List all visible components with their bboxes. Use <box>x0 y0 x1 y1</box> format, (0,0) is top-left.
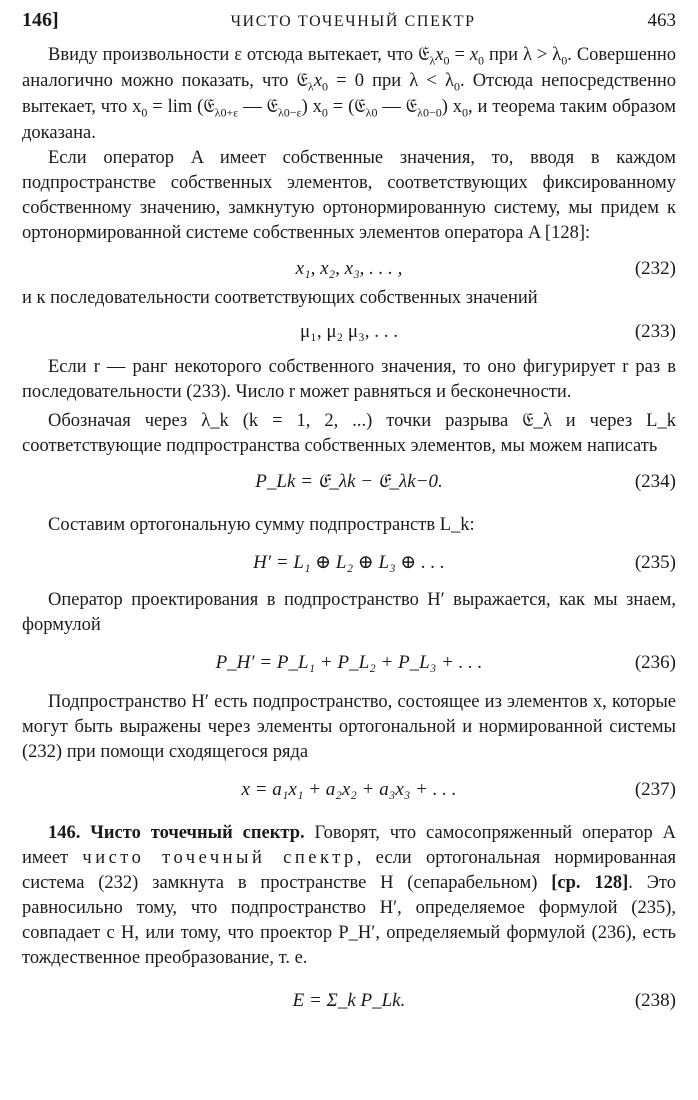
paragraph-discontinuities: Обозначая через λ_k (k = 1, 2, ...) точки разрыва 𝔈_λ и через L_k соответствующие подпространства собственных элементов, мы можем написать <box>22 411 676 456</box>
equation-number: (238) <box>634 990 676 1011</box>
section-number: 146] <box>22 9 59 31</box>
paragraph-eigenvalues-intro: и к последовательности соответствующих собственных значений <box>22 288 538 308</box>
equation-formula: x₁, x₂, x₃, . . . , <box>295 258 403 279</box>
page-header <box>22 8 676 42</box>
equation-235 <box>22 546 676 580</box>
paragraph-subspace: Подпространство H′ есть подпространство, состоящее из элементов x, которые могут быть выражены через элементы ортогональной и нормированной системы (232) при помощи сходящегося ряда <box>22 692 676 762</box>
paragraph-rank: Если r — ранг некоторого собственного значения, то оно фигурирует r раз в последовательности (233). Число r может равняться и бесконечности. <box>22 357 676 402</box>
paragraph-eigen-system: Если оператор A имеет собственные значения, то, вводя в каждом подпространстве собственных элементов, соответствующих фиксированному собственному значению, замкнутую ортонормированную систему, мы придем к ортонормированной системе собственных элементов оператора A [128]: <box>22 148 676 243</box>
paragraph-proof-end: Ввиду произвольности ε отсюда вытекает, что $𝔈_\lambda x_0 = x_0$ при $\lambda > \lambda_0$. Совершенно аналогично можно показать, что $𝔈_\lambda x_0 = 0$ при $\lambda < \lambda_0$. Отсюда непосредственно вытекает, что $x_0 = \lim$ (𝔈$_{\lambda 0+\varepsilon}$ — 𝔈$_{\lambda 0-\varepsilon}$) $x_0$ = (𝔈$_{\lambda 0}$ — 𝔈$_{\lambda 0-0}$) $x_0$, и теорема таким образом доказана. <box>22 45 677 143</box>
equation-number: (236) <box>634 652 676 673</box>
reference-link: [ср. 128] <box>551 873 629 893</box>
equation-formula: P_Lk = 𝔈_λk − 𝔈_λk−0. <box>255 471 443 492</box>
running-title: ЧИСТО ТОЧЕЧНЫЙ СПЕКТР <box>230 13 476 30</box>
equation-237 <box>22 773 676 807</box>
equation-number: (232) <box>634 258 676 279</box>
equation-formula: H′ = L₁ ⊕ L₂ ⊕ L₃ ⊕ . . . <box>253 552 445 573</box>
paragraph-projection: Оператор проектирования в подпространство H′ выражается, как мы знаем, формулой <box>22 590 676 635</box>
paragraph-orthogonal-sum: Составим ортогональную сумму подпространств L_k: <box>48 515 475 535</box>
equation-236 <box>22 646 676 680</box>
section-146-title: 146. Чисто точечный спектр. <box>48 823 305 843</box>
equation-number: (234) <box>634 471 676 492</box>
equation-formula: P_H′ = P_L₁ + P_L₂ + P_L₃ + . . . <box>215 652 483 673</box>
equation-238 <box>22 979 676 1023</box>
equation-formula: x = a₁x₁ + a₂x₂ + a₃x₃ + . . . <box>241 779 457 800</box>
equation-233 <box>22 315 676 349</box>
page-number: 463 <box>647 10 676 31</box>
equation-232 <box>22 252 676 286</box>
equation-formula: μ₁, μ₂ μ₃, . . . <box>300 321 398 342</box>
emphasis-spaced: чисто точечный спектр <box>82 848 357 868</box>
equation-number: (237) <box>634 779 676 800</box>
equation-234 <box>22 465 676 499</box>
section-146: 146. Чисто точечный спектр. Говорят, что самосопряженный оператор A имеет чисто точечный спектр, если ортогональная нормированная система (232) замкнута в пространстве H (сепарабельном) [ср. 128]. Это равносильно тому, что подпространство H′, определяемое формулой (235), совпадает с H, или тому, что проектор P_H′, определяемый формулой (236), есть тождественное преобразование, т. е. <box>22 823 677 968</box>
equation-number: (235) <box>634 552 676 573</box>
equation-formula: E = Σ_k P_Lk. <box>292 990 406 1011</box>
equation-number: (233) <box>634 321 676 342</box>
